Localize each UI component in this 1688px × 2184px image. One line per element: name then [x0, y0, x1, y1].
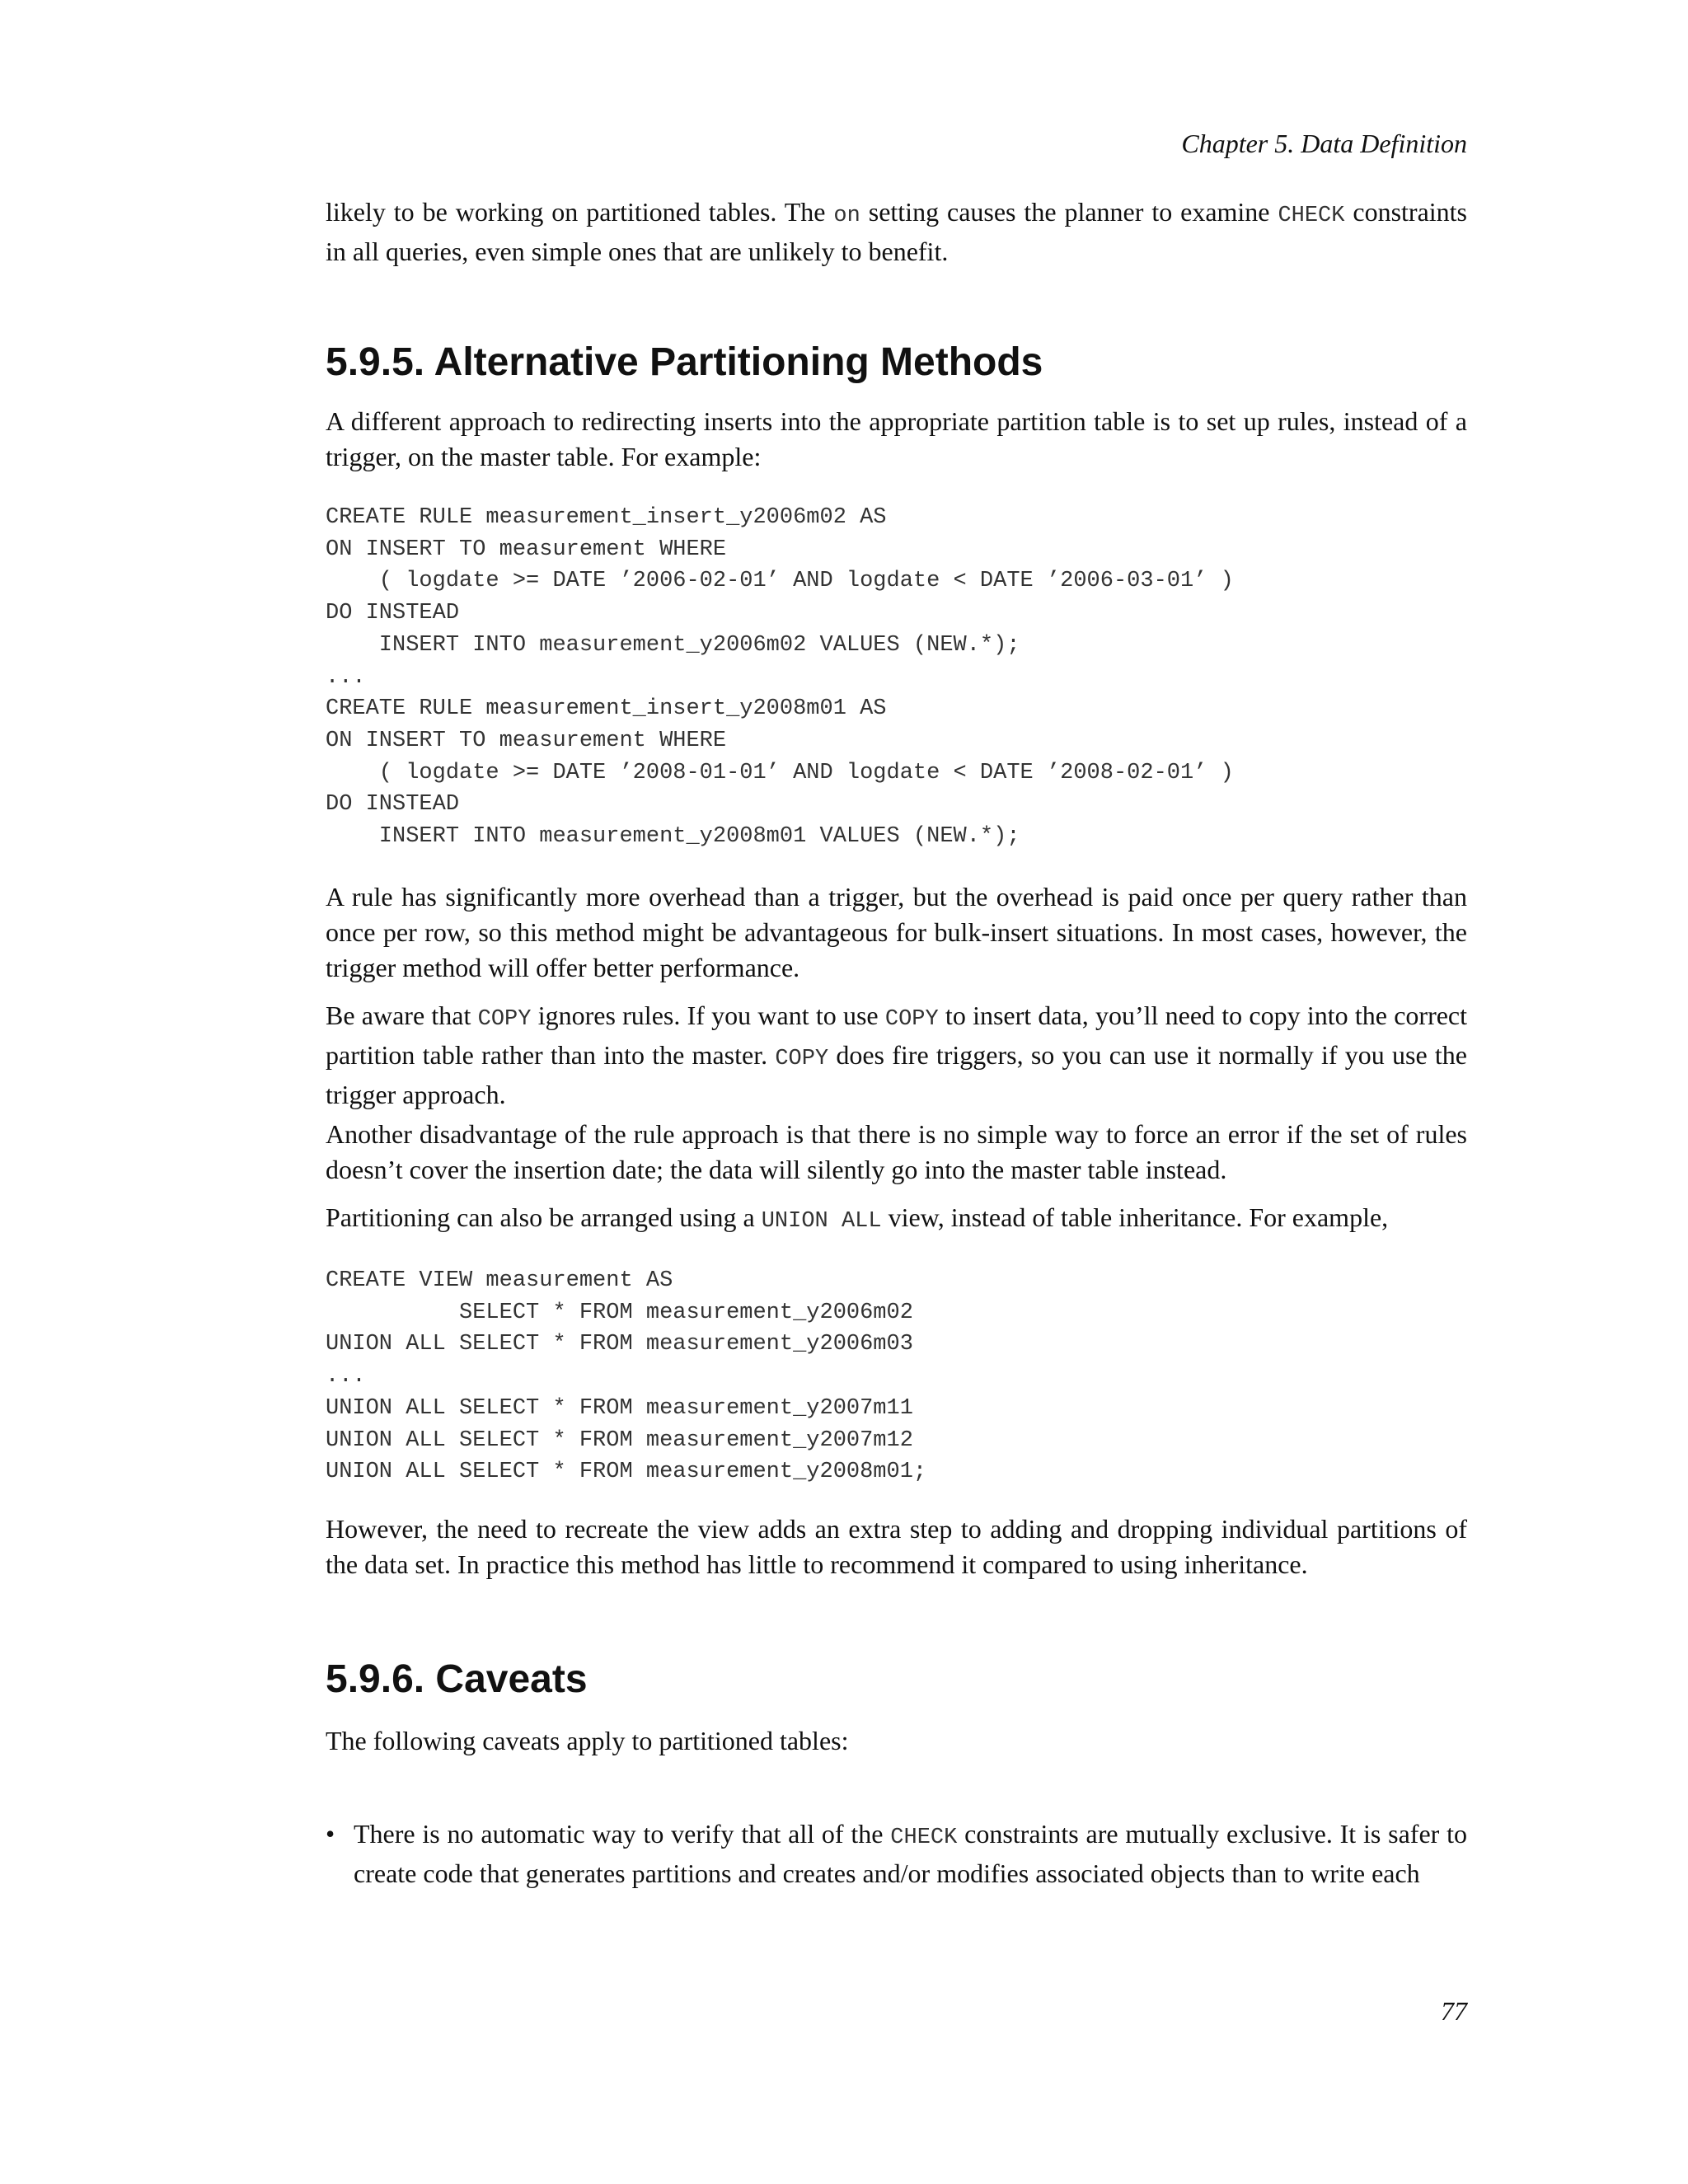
- inline-code: COPY: [775, 1047, 829, 1071]
- paragraph-rule-disadvantage: Another disadvantage of the rule approach is that there is no simple way to force an error if the set of rules doesn’t cover the insertion date; the data will silently go into the master table instead.: [326, 1119, 1467, 1184]
- text-run: does fire triggers, so you can use it normally if you use the trigger approach.: [326, 1040, 1468, 1109]
- inline-code: CHECK: [890, 1825, 958, 1850]
- text-run: There is no automatic way to verify that all of the: [354, 1819, 891, 1849]
- section-heading-5-9-6: 5.9.6. Caveats: [326, 1657, 588, 1701]
- intro-paragraph: [326, 194, 1467, 269]
- paragraph-copy-rules: [326, 998, 1467, 1113]
- paragraph-rules-intro: A different approach to redirecting inserts into the appropriate partition table is to set up rules, instead of a trigger, on the master table. For example:: [326, 406, 1467, 471]
- running-header: Chapter 5. Data Definition: [1181, 129, 1467, 158]
- code-listing-rules-block: [326, 502, 1467, 853]
- text-run: to insert data, you’ll need to copy into the correct partition table rather than into the master.: [326, 1001, 1468, 1070]
- page-number: 77: [1441, 1996, 1467, 2026]
- paragraph-union-all: [326, 1200, 1467, 1240]
- section-5-9-6-para-1-block: [326, 1723, 1467, 1759]
- section-5-9-5-para-2-block: [326, 879, 1467, 986]
- section-5-9-5-heading-block: [326, 338, 1467, 387]
- text-run: constraints in all queries, even simple ones that are unlikely to benefit.: [326, 197, 1468, 266]
- section-5-9-6-heading-block: [326, 1655, 1467, 1704]
- inline-code: on: [833, 204, 860, 228]
- inline-code: CHECK: [1278, 204, 1345, 228]
- inline-code: UNION ALL: [761, 1209, 882, 1234]
- code-listing-view-block: [326, 1265, 1467, 1488]
- section-5-9-5-para-3-block: [326, 998, 1467, 1113]
- text-run: Be aware that: [326, 1001, 478, 1030]
- text-run: view, instead of table inheritance. For example,: [881, 1202, 1389, 1232]
- section-heading-5-9-5: 5.9.5. Alternative Partitioning Methods: [326, 340, 1043, 384]
- caveats-list: [326, 1816, 1467, 1891]
- section-5-9-5-para-1-block: [326, 404, 1467, 475]
- paragraph-rule-overhead: A rule has significantly more overhead than a trigger, but the overhead is paid once per query rather than once per row, so this method might be advantageous for bulk-insert situations. In most cases, however, the trigger method will offer better performance.: [326, 882, 1467, 982]
- bullet-marker: •: [326, 1819, 335, 1849]
- section-5-9-5-para-6-block: [326, 1511, 1467, 1582]
- list-item: [326, 1816, 1467, 1891]
- section-5-9-5-para-4-block: [326, 1117, 1467, 1188]
- code-listing-rules: CREATE RULE measurement_insert_y2006m02 AS ON INSERT TO measurement WHERE ( logdate >= DATE ’2006-02-01’ AND logdate < DATE ’2006-03-01’ ) DO INSTEAD INSERT INTO measurement_y2006m02 VALUES (NEW.*); ... CREATE RULE measurement_insert_y2008m01 AS ON INSERT TO measurement WHERE ( logdate >= DATE ’2008-01-01’ AND logdate < DATE ’2008-02-01’ ) DO INSTEAD INSERT INTO measurement_y2008m01 VALUES (NEW.*);: [326, 505, 1234, 850]
- paragraph-view-drawback: However, the need to recreate the view adds an extra step to adding and dropping individual partitions of the data set. In practice this method has little to recommend it compared to using inheritance.: [326, 1514, 1467, 1579]
- text-run: constraints are mutually exclusive. It is safer to create code that generates partitions and creates and/or modifies associated objects than to write each: [354, 1819, 1468, 1888]
- inline-code: COPY: [477, 1007, 532, 1032]
- text-run: ignores rules. If you want to use: [531, 1001, 885, 1030]
- intro-paragraph-block: [326, 194, 1467, 269]
- text-run: setting causes the planner to examine: [860, 197, 1278, 227]
- paragraph-caveats-intro: The following caveats apply to partitioned tables:: [326, 1726, 849, 1755]
- section-5-9-5-para-5-block: [326, 1200, 1467, 1240]
- code-listing-view: CREATE VIEW measurement AS SELECT * FROM measurement_y2006m02 UNION ALL SELECT * FROM measurement_y2006m03 ... UNION ALL SELECT * FROM measurement_y2007m11 UNION ALL SELECT * FROM measurement_y2007m12 UNION ALL SELECT * FROM measurement_y2008m01;: [326, 1268, 927, 1485]
- text-run: likely to be working on partitioned tables. The: [326, 197, 834, 227]
- inline-code: COPY: [884, 1007, 939, 1032]
- text-run: Partitioning can also be arranged using a: [326, 1202, 762, 1232]
- caveats-list-block: [326, 1816, 1467, 1891]
